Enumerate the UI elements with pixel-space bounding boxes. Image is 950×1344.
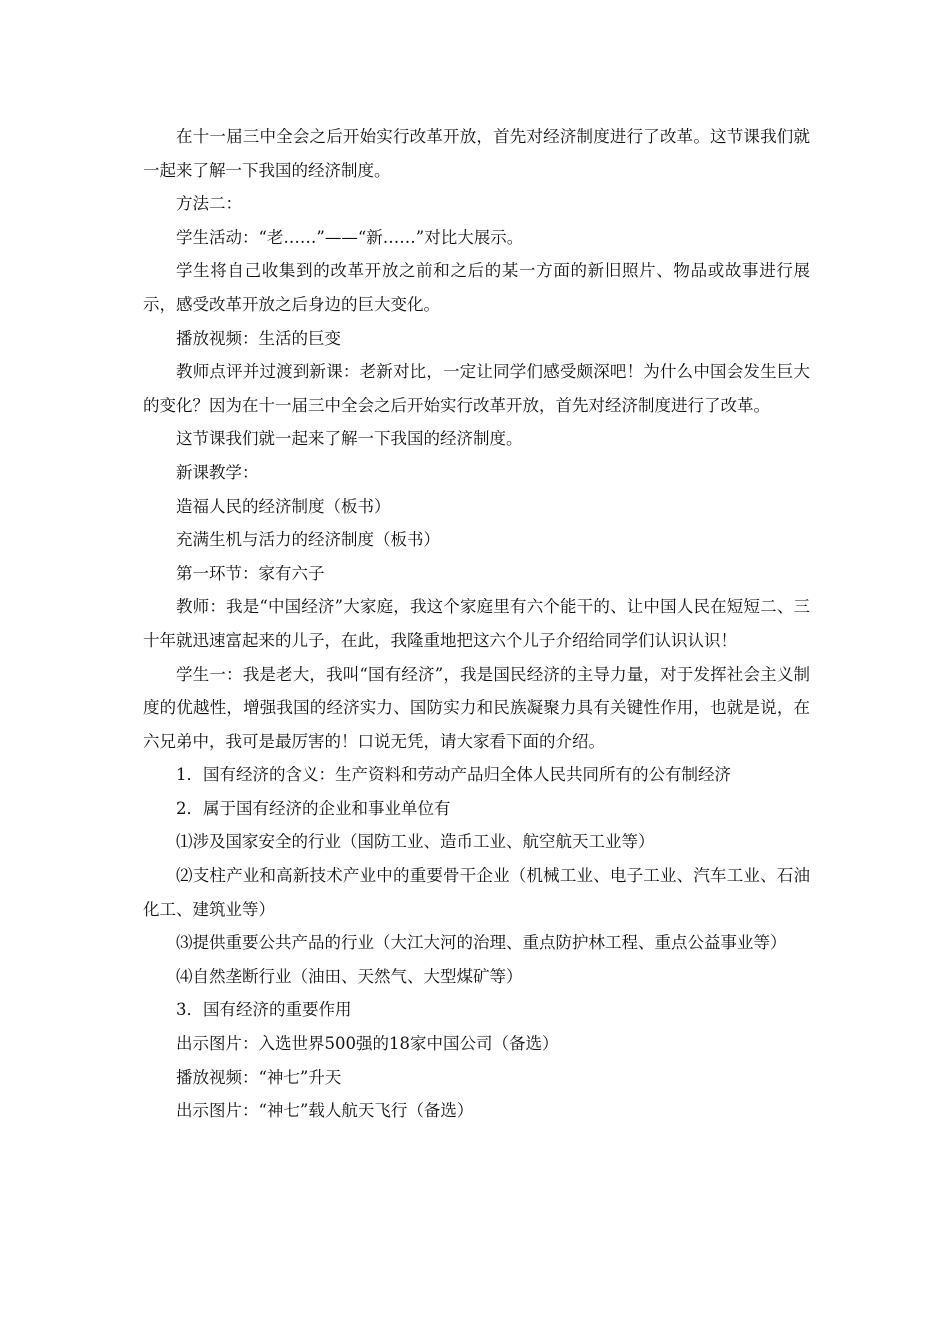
paragraph-intro: 在十一届三中全会之后开始实行改革开放，首先对经济制度进行了改革。这节课我们就一起来了解一下我国的经济制度。 (143, 127, 810, 180)
paragraph-subpoint-3: ⑶提供重要公共产品的行业（大江大河的治理、重点防护林工程、重点公益事业等） (176, 933, 787, 953)
paragraph-subpoint-1: ⑴涉及国家安全的行业（国防工业、造币工业、航空航天工业等） (176, 832, 655, 852)
paragraph-point-2: 2．属于国有经济的企业和事业单位有 (176, 798, 451, 818)
paragraph-point-3: 3．国有经济的重要作用 (176, 1000, 352, 1020)
paragraph-student-display: 学生将自己收集到的改革开放之前和之后的某一方面的新旧照片、物品或故事进行展示，感受改革开放之后身边的巨大变化。 (143, 261, 810, 314)
paragraph-show-picture-shenqi: 出示图片：“神七”载人航天飞行（备选） (176, 1101, 474, 1121)
paragraph-student-one: 学生一：我是老大，我叫“国有经济”，我是国民经济的主导力量，对于发挥社会主义制度的优越性，增强我国的经济实力、国防实力和民族凝聚力具有关键性作用，也就是说，在六兄弟中，我可是最厉害的！口说无凭，请大家看下面的介绍。 (143, 664, 810, 751)
paragraph-point-1: 1．国有经济的含义：生产资料和劳动产品归全体人民共同所有的公有制经济 (176, 765, 731, 785)
paragraph-play-video-life: 播放视频：生活的巨变 (176, 328, 341, 348)
paragraph-board-heading-1: 造福人民的经济制度（板书） (176, 496, 391, 516)
paragraph-this-lesson: 这节课我们就一起来了解一下我国的经济制度。 (176, 429, 523, 449)
paragraph-new-lesson: 新课教学： (176, 462, 259, 482)
paragraph-section-one: 第一环节：家有六子 (176, 563, 325, 583)
paragraph-play-video-shenqi: 播放视频：“神七”升天 (176, 1067, 342, 1087)
paragraph-subpoint-4: ⑷自然垄断行业（油田、天然气、大型煤矿等） (176, 966, 523, 986)
paragraph-teacher-comment: 教师点评并过渡到新课：老新对比，一定让同学们感受颇深吧！为什么中国会发生巨大的变化？因为在十一届三中全会之后开始实行改革开放，首先对经济制度进行了改革。 (143, 362, 810, 415)
paragraph-teacher-intro: 教师：我是“中国经济”大家庭，我这个家庭里有六个能干的、让中国人民在短短二、三十年就迅速富起来的儿子，在此，我隆重地把这六个儿子介绍给同学们认识认识！ (143, 597, 810, 650)
paragraph-student-activity: 学生活动：“老……”——“新……”对比大展示。 (176, 227, 524, 247)
paragraph-board-heading-2: 充满生机与活力的经济制度（板书） (176, 530, 440, 550)
paragraph-method-two: 方法二： (176, 194, 242, 214)
paragraph-show-picture-500: 出示图片：入选世界500强的18家中国公司（备选） (176, 1034, 559, 1054)
document-body (143, 120, 810, 1128)
paragraph-subpoint-2: ⑵支柱产业和高新技术产业中的重要骨干企业（机械工业、电子工业、汽车工业、石油化工、建筑业等） (143, 866, 810, 919)
